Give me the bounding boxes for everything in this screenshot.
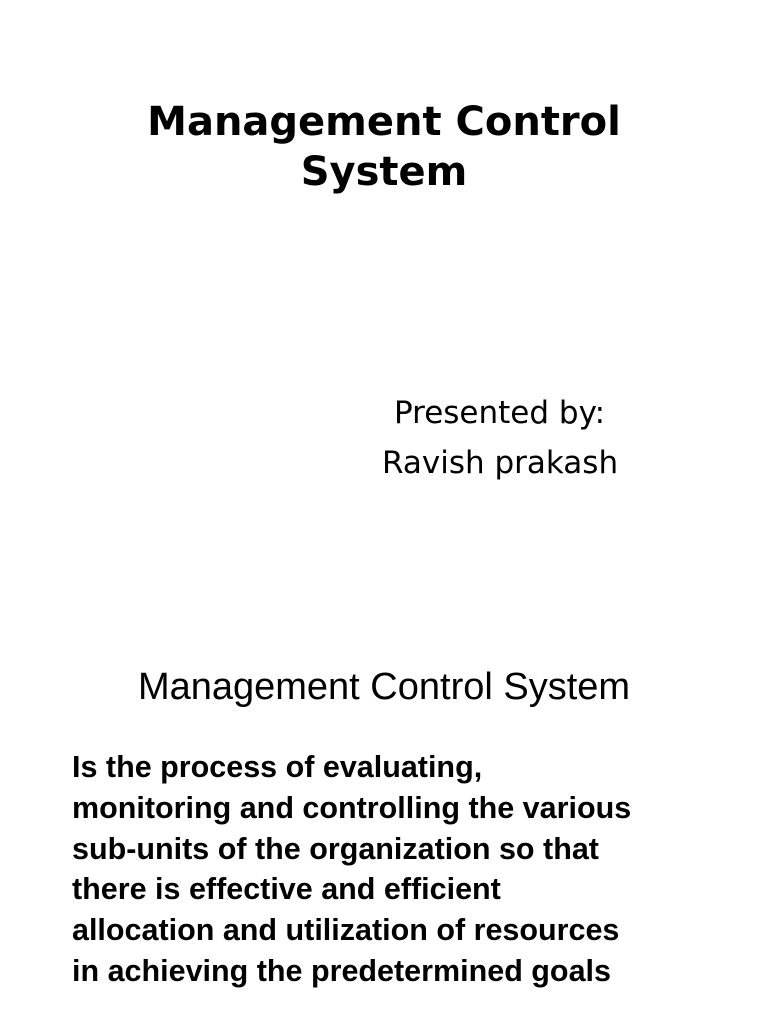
definition-text	[72, 747, 732, 992]
slide-title-line: System	[300, 149, 468, 195]
slide-heading: Management Control System	[137, 666, 631, 708]
definition-line: allocation and utilization of resources	[72, 913, 620, 948]
presented-by-label: Presented by:	[394, 395, 606, 431]
slide-title-line: Management Control	[147, 99, 621, 145]
definition-line: monitoring and controlling the various	[72, 790, 632, 825]
definition-line: there is effective and efficient	[72, 872, 501, 907]
presenter-block	[382, 388, 682, 488]
definition-line: sub-units of the organization so that	[72, 831, 599, 866]
slide-title	[0, 97, 768, 197]
definition-line: Is the process of evaluating,	[72, 750, 483, 784]
definition-line: in achieving the predetermined goals	[72, 953, 611, 988]
definition-slide	[0, 600, 768, 1024]
presenter-name: Ravish prakash	[382, 445, 619, 481]
